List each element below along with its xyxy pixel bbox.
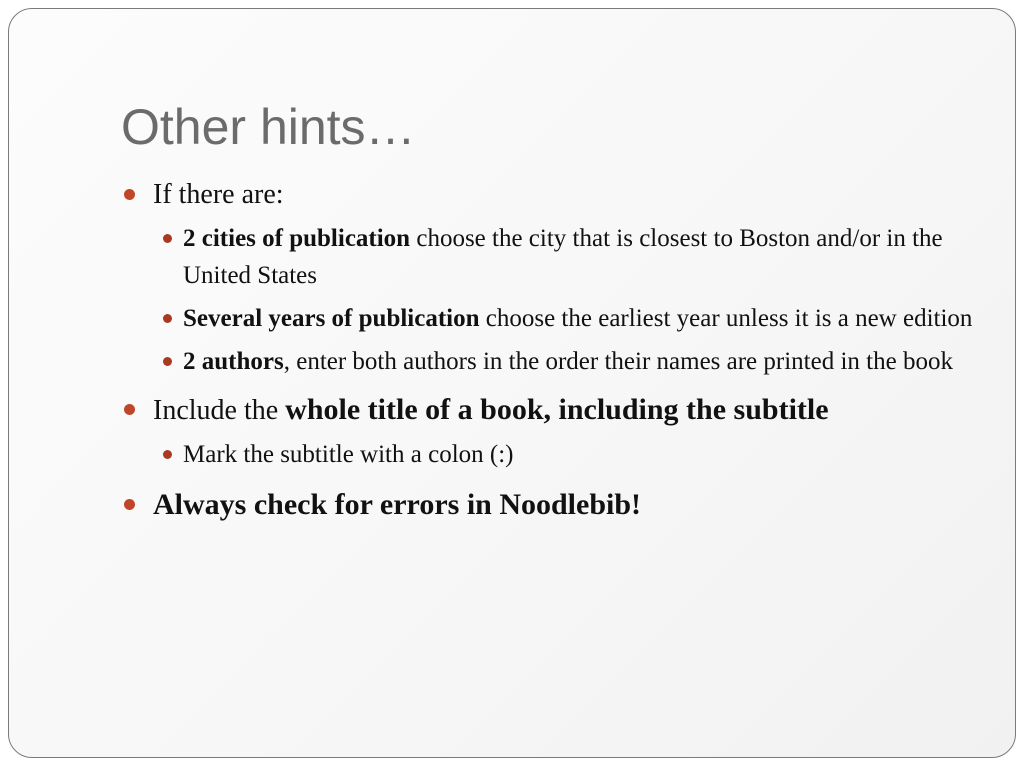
bullet-check-errors xyxy=(121,485,981,526)
sub-bullet-bold: 2 cities of publication xyxy=(183,225,411,252)
sub-bullet-bold: Several years of publication xyxy=(183,305,480,332)
sub-bullet-text: , enter both authors in the order their names are printed in the book xyxy=(283,348,953,375)
sub-bullet-bold: 2 authors xyxy=(183,348,284,375)
bullet-whole-title xyxy=(121,390,981,431)
bullet-dot-icon xyxy=(124,189,135,200)
sub-bullet-authors xyxy=(121,343,981,380)
slide-body xyxy=(121,175,981,526)
sub-bullet-text: choose the earliest year unless it is a new edition xyxy=(479,305,973,332)
sub-bullet-text: choose the city that is closest to Boston and/or in the United States xyxy=(183,225,943,289)
bullet-dot-icon xyxy=(124,404,135,415)
sub-bullet-cities xyxy=(121,220,981,294)
sub-bullet-text: Mark the subtitle with a colon (:) xyxy=(183,441,514,468)
bullet-dot-icon xyxy=(163,234,172,243)
bullet-bold: whole title of a book, including the subtitle xyxy=(285,393,829,426)
sub-bullet-subtitle-colon xyxy=(121,436,981,473)
bullet-dot-icon xyxy=(163,314,172,323)
bullet-dot-icon xyxy=(163,450,172,459)
slide-frame xyxy=(8,8,1016,758)
bullet-dot-icon xyxy=(163,357,172,366)
bullet-bold: Always check for errors in Noodlebib! xyxy=(153,488,642,521)
bullet-dot-icon xyxy=(124,499,135,510)
sub-bullet-years xyxy=(121,300,981,337)
slide-title: Other hints… xyxy=(121,99,416,155)
bullet-text: Include the xyxy=(153,395,286,426)
bullet-text: If there are: xyxy=(153,179,284,210)
bullet-if-there-are xyxy=(121,175,981,215)
